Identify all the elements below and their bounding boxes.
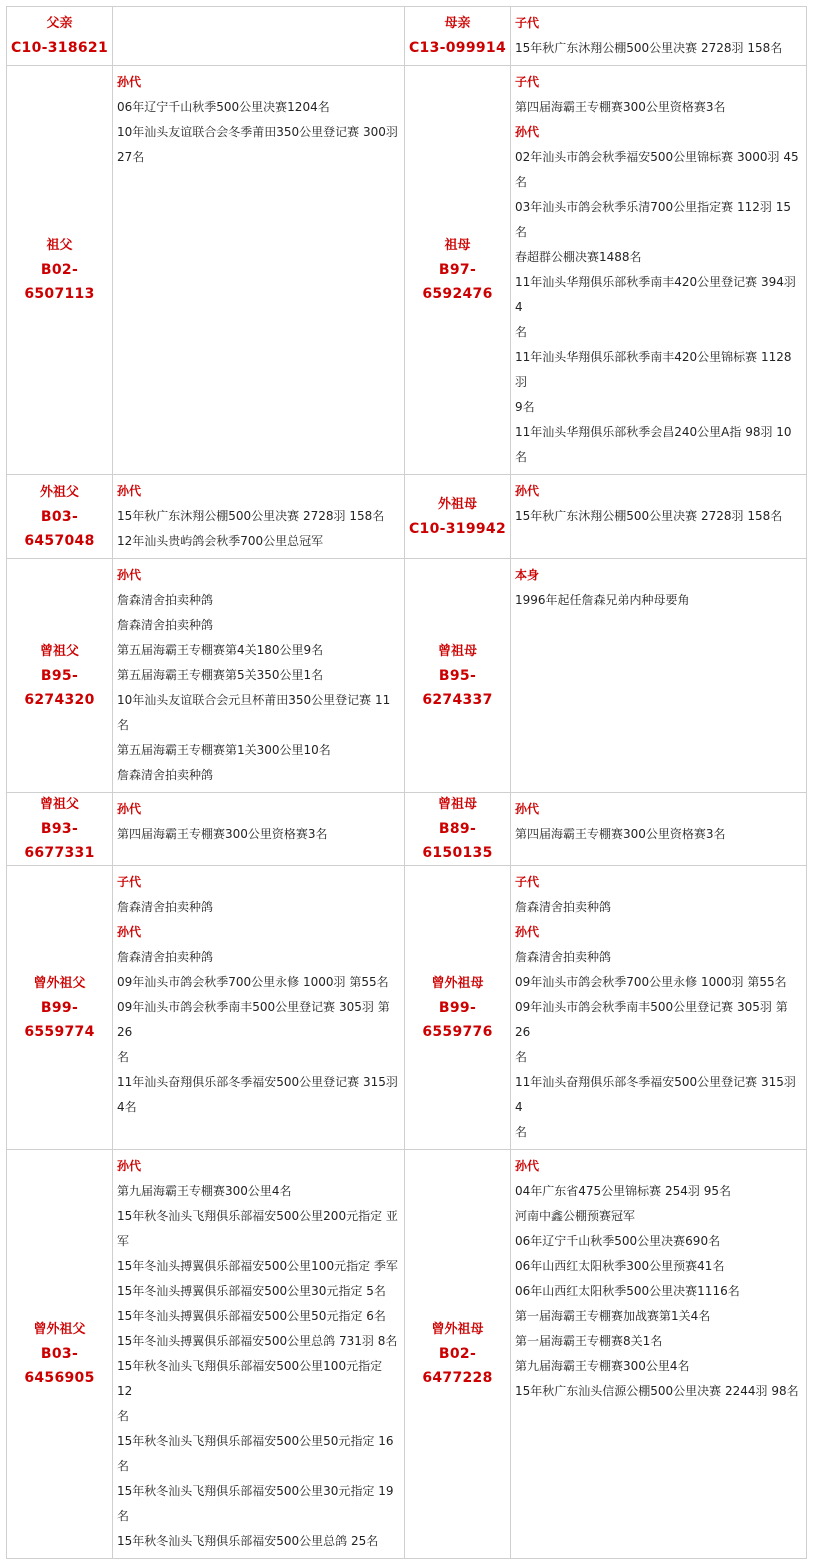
achievement-line: 27名 bbox=[117, 150, 145, 164]
ancestor-name-cell bbox=[7, 793, 113, 866]
achievement-line: 军 bbox=[117, 1234, 130, 1248]
achievements-cell bbox=[511, 559, 807, 793]
ancestor-name-cell bbox=[7, 66, 113, 475]
relation-label: 曾祖父 bbox=[39, 643, 79, 659]
relation-label: 曾外祖父 bbox=[33, 1322, 86, 1337]
ring-number: B02-6507113 bbox=[24, 262, 95, 302]
achievement-line: 06年辽宁千山秋季500公里决赛690名 bbox=[515, 1234, 721, 1248]
relation-label: 曾外祖父 bbox=[33, 975, 86, 991]
pedigree-row bbox=[7, 866, 807, 1150]
achievement-line: 名 bbox=[515, 175, 528, 189]
achievement-line: 河南中鑫公棚预赛冠军 bbox=[515, 1209, 636, 1223]
relation-label: 祖父 bbox=[46, 238, 73, 253]
achievement-line: 名 bbox=[515, 1125, 528, 1139]
achievement-line: 15年冬汕头搏翼俱乐部福安500公里100元指定 季军 bbox=[117, 1259, 398, 1273]
achievement-line: 名 bbox=[515, 325, 528, 339]
achievement-line: 9名 bbox=[515, 400, 535, 414]
generation-label: 子代 bbox=[117, 875, 142, 889]
achievement-line: 15年冬汕头搏翼俱乐部福安500公里30元指定 5名 bbox=[117, 1284, 386, 1298]
achievements-cell bbox=[511, 66, 807, 475]
achievement-line: 第一届海霸王专棚赛8关1名 bbox=[515, 1334, 663, 1348]
ancestor-name-cell bbox=[405, 1150, 511, 1559]
relation-label: 曾外祖母 bbox=[431, 975, 484, 991]
ancestor-name-cell bbox=[405, 7, 511, 66]
achievement-line: 名 bbox=[117, 1050, 130, 1064]
pedigree-row bbox=[7, 793, 807, 866]
generation-label: 孙代 bbox=[117, 75, 142, 89]
achievement-line: 第五届海霸王专棚赛第4关180公里9名 bbox=[117, 643, 324, 657]
pedigree-row bbox=[7, 1150, 807, 1559]
pedigree-row bbox=[7, 7, 807, 66]
ancestor-name-cell bbox=[7, 1150, 113, 1559]
achievement-line: 06年山西红太阳秋季500公里决赛1116名 bbox=[515, 1284, 740, 1298]
ring-number: B99-6559776 bbox=[422, 999, 493, 1040]
generation-label: 孙代 bbox=[515, 802, 540, 816]
generation-label: 孙代 bbox=[515, 484, 540, 498]
generation-label: 孙代 bbox=[117, 484, 142, 498]
achievement-line: 09年汕头市鸽会秋季南丰500公里登记赛 305羽 第26 bbox=[515, 1000, 788, 1039]
achievement-line: 10年汕头友谊联合会冬季莆田350公里登记赛 300羽 bbox=[117, 125, 398, 139]
achievements-cell bbox=[511, 793, 807, 866]
generation-label: 子代 bbox=[515, 875, 540, 889]
achievement-line: 第四届海霸王专棚赛300公里资格赛3名 bbox=[515, 827, 726, 841]
achievement-line: 詹森清舍拍卖种鸽 bbox=[117, 900, 214, 914]
achievement-line: 第一届海霸王专棚赛加战赛第1关4名 bbox=[515, 1309, 711, 1323]
pedigree-body bbox=[7, 7, 807, 1559]
achievement-line: 第九届海霸王专棚赛300公里4名 bbox=[515, 1359, 690, 1373]
ring-number: B95-6274337 bbox=[422, 667, 493, 708]
achievement-line: 15年秋广东沐翔公棚500公里决赛 2728羽 158名 bbox=[515, 509, 783, 523]
ancestor-name-cell bbox=[405, 475, 511, 559]
achievement-line: 名 bbox=[515, 1050, 528, 1064]
achievement-line: 15年冬汕头搏翼俱乐部福安500公里总鸽 731羽 8名 bbox=[117, 1334, 398, 1348]
ring-number: B02-6477228 bbox=[422, 1346, 493, 1386]
achievement-line: 15年冬汕头搏翼俱乐部福安500公里50元指定 6名 bbox=[117, 1309, 386, 1323]
achievement-line: 詹森清舍拍卖种鸽 bbox=[117, 593, 214, 607]
achievement-line: 12年汕头贵屿鸽会秋季700公里总冠军 bbox=[117, 534, 324, 548]
achievements-cell bbox=[113, 66, 405, 475]
achievements-cell bbox=[113, 7, 405, 66]
achievement-line: 11年汕头华翔俱乐部秋季南丰420公里登记赛 394羽 4 bbox=[515, 275, 796, 314]
achievement-line: 11年汕头奋翔俱乐部冬季福安500公里登记赛 315羽 4 bbox=[515, 1075, 796, 1114]
achievement-line: 詹森清舍拍卖种鸽 bbox=[117, 618, 214, 632]
achievement-line: 04年广东省475公里锦标赛 254羽 95名 bbox=[515, 1184, 731, 1198]
relation-label: 祖母 bbox=[444, 238, 471, 253]
achievement-line: 15年秋广东沐翔公棚500公里决赛 2728羽 158名 bbox=[515, 41, 783, 55]
ring-number: B97-6592476 bbox=[422, 262, 493, 302]
achievements-cell bbox=[113, 559, 405, 793]
achievement-line: 春超群公棚决赛1488名 bbox=[515, 250, 642, 264]
generation-label: 子代 bbox=[515, 16, 540, 30]
generation-label: 子代 bbox=[515, 75, 540, 89]
pedigree-row bbox=[7, 475, 807, 559]
ancestor-name-cell bbox=[7, 559, 113, 793]
relation-label: 母亲 bbox=[444, 16, 471, 31]
achievements-cell bbox=[113, 793, 405, 866]
achievement-line: 第四届海霸王专棚赛300公里资格赛3名 bbox=[515, 100, 726, 114]
generation-label: 孙代 bbox=[117, 1159, 142, 1173]
achievements-cell bbox=[511, 1150, 807, 1559]
achievement-line: 15年秋冬汕头飞翔俱乐部福安500公里30元指定 19名 bbox=[117, 1484, 394, 1523]
achievement-line: 09年汕头市鸽会秋季南丰500公里登记赛 305羽 第26 bbox=[117, 1000, 390, 1039]
achievement-line: 03年汕头市鸽会秋季乐清700公里指定赛 112羽 15名 bbox=[515, 200, 791, 239]
achievements-cell bbox=[113, 866, 405, 1150]
achievement-line: 第九届海霸王专棚赛300公里4名 bbox=[117, 1184, 292, 1198]
achievement-line: 1996年起任詹森兄弟内种母要角 bbox=[515, 593, 690, 607]
achievements-cell bbox=[511, 7, 807, 66]
achievement-line: 10年汕头友谊联合会元旦杯莆田350公里登记赛 11名 bbox=[117, 693, 391, 732]
achievement-line: 4名 bbox=[117, 1100, 137, 1114]
achievement-line: 06年山西红太阳秋季300公里预赛41名 bbox=[515, 1259, 725, 1273]
relation-label: 外祖父 bbox=[39, 484, 79, 500]
ring-number: B03-6457048 bbox=[24, 508, 95, 549]
achievement-line: 15年秋广东汕头信源公棚500公里决赛 2244羽 98名 bbox=[515, 1384, 799, 1398]
achievement-line: 15年秋冬汕头飞翔俱乐部福安500公里200元指定 亚 bbox=[117, 1209, 398, 1223]
achievement-line: 15年秋冬汕头飞翔俱乐部福安500公里总鸽 25名 bbox=[117, 1534, 379, 1548]
pedigree-row bbox=[7, 559, 807, 793]
achievement-line: 09年汕头市鸽会秋季700公里永修 1000羽 第55名 bbox=[117, 975, 389, 989]
ring-number: B89-6150135 bbox=[422, 821, 493, 861]
relation-label: 曾祖父 bbox=[39, 797, 79, 812]
achievements-cell bbox=[511, 475, 807, 559]
ring-number: B03-6456905 bbox=[24, 1346, 95, 1386]
achievement-line: 第四届海霸王专棚赛300公里资格赛3名 bbox=[117, 827, 328, 841]
achievement-line: 第五届海霸王专棚赛第5关350公里1名 bbox=[117, 668, 324, 682]
ring-number: C13-099914 bbox=[408, 40, 506, 56]
achievement-line: 名 bbox=[117, 1409, 130, 1423]
generation-label: 孙代 bbox=[515, 925, 540, 939]
ancestor-name-cell bbox=[7, 866, 113, 1150]
relation-label: 曾外祖母 bbox=[431, 1322, 484, 1337]
achievement-line: 11年汕头华翔俱乐部秋季南丰420公里锦标赛 1128羽 bbox=[515, 350, 792, 389]
achievement-line: 11年汕头奋翔俱乐部冬季福安500公里登记赛 315羽 bbox=[117, 1075, 398, 1089]
achievements-cell bbox=[113, 475, 405, 559]
ancestor-name-cell bbox=[7, 475, 113, 559]
ancestor-name-cell bbox=[7, 7, 113, 66]
achievements-cell bbox=[511, 866, 807, 1150]
achievement-line: 06年辽宁千山秋季500公里决赛1204名 bbox=[117, 100, 330, 114]
relation-label: 曾祖母 bbox=[437, 643, 477, 659]
achievement-line: 第五届海霸王专棚赛第1关300公里10名 bbox=[117, 743, 331, 757]
generation-label: 孙代 bbox=[117, 925, 142, 939]
generation-label: 孙代 bbox=[515, 125, 540, 139]
generation-label: 孙代 bbox=[117, 568, 142, 582]
achievement-line: 詹森清舍拍卖种鸽 bbox=[117, 950, 214, 964]
achievements-cell bbox=[113, 1150, 405, 1559]
achievement-line: 11年汕头华翔俱乐部秋季会昌240公里A指 98羽 10名 bbox=[515, 425, 792, 464]
pedigree-row bbox=[7, 66, 807, 475]
ring-number: B99-6559774 bbox=[24, 999, 95, 1040]
ring-number: C10-319942 bbox=[408, 520, 506, 537]
ring-number: B95-6274320 bbox=[24, 667, 95, 708]
ring-number: B93-6677331 bbox=[24, 821, 95, 861]
ring-number: C10-318621 bbox=[10, 40, 108, 56]
achievement-line: 15年秋冬汕头飞翔俱乐部福安500公里100元指定 12 bbox=[117, 1359, 383, 1398]
achievement-line: 詹森清舍拍卖种鸽 bbox=[515, 950, 612, 964]
achievement-line: 15年秋广东沐翔公棚500公里决赛 2728羽 158名 bbox=[117, 509, 385, 523]
relation-label: 父亲 bbox=[46, 16, 73, 31]
pedigree-table bbox=[6, 6, 807, 1559]
ancestor-name-cell bbox=[405, 559, 511, 793]
relation-label: 曾祖母 bbox=[437, 797, 477, 812]
achievement-line: 詹森清舍拍卖种鸽 bbox=[515, 900, 612, 914]
ancestor-name-cell bbox=[405, 866, 511, 1150]
generation-label: 孙代 bbox=[515, 1159, 540, 1173]
generation-label: 本身 bbox=[515, 568, 540, 582]
generation-label: 孙代 bbox=[117, 802, 142, 816]
ancestor-name-cell bbox=[405, 66, 511, 475]
achievement-line: 15年秋冬汕头飞翔俱乐部福安500公里50元指定 16名 bbox=[117, 1434, 394, 1473]
achievement-line: 02年汕头市鸽会秋季福安500公里锦标赛 3000羽 45 bbox=[515, 150, 799, 164]
achievement-line: 09年汕头市鸽会秋季700公里永修 1000羽 第55名 bbox=[515, 975, 787, 989]
achievement-line: 詹森清舍拍卖种鸽 bbox=[117, 768, 214, 782]
ancestor-name-cell bbox=[405, 793, 511, 866]
relation-label: 外祖母 bbox=[437, 496, 477, 512]
